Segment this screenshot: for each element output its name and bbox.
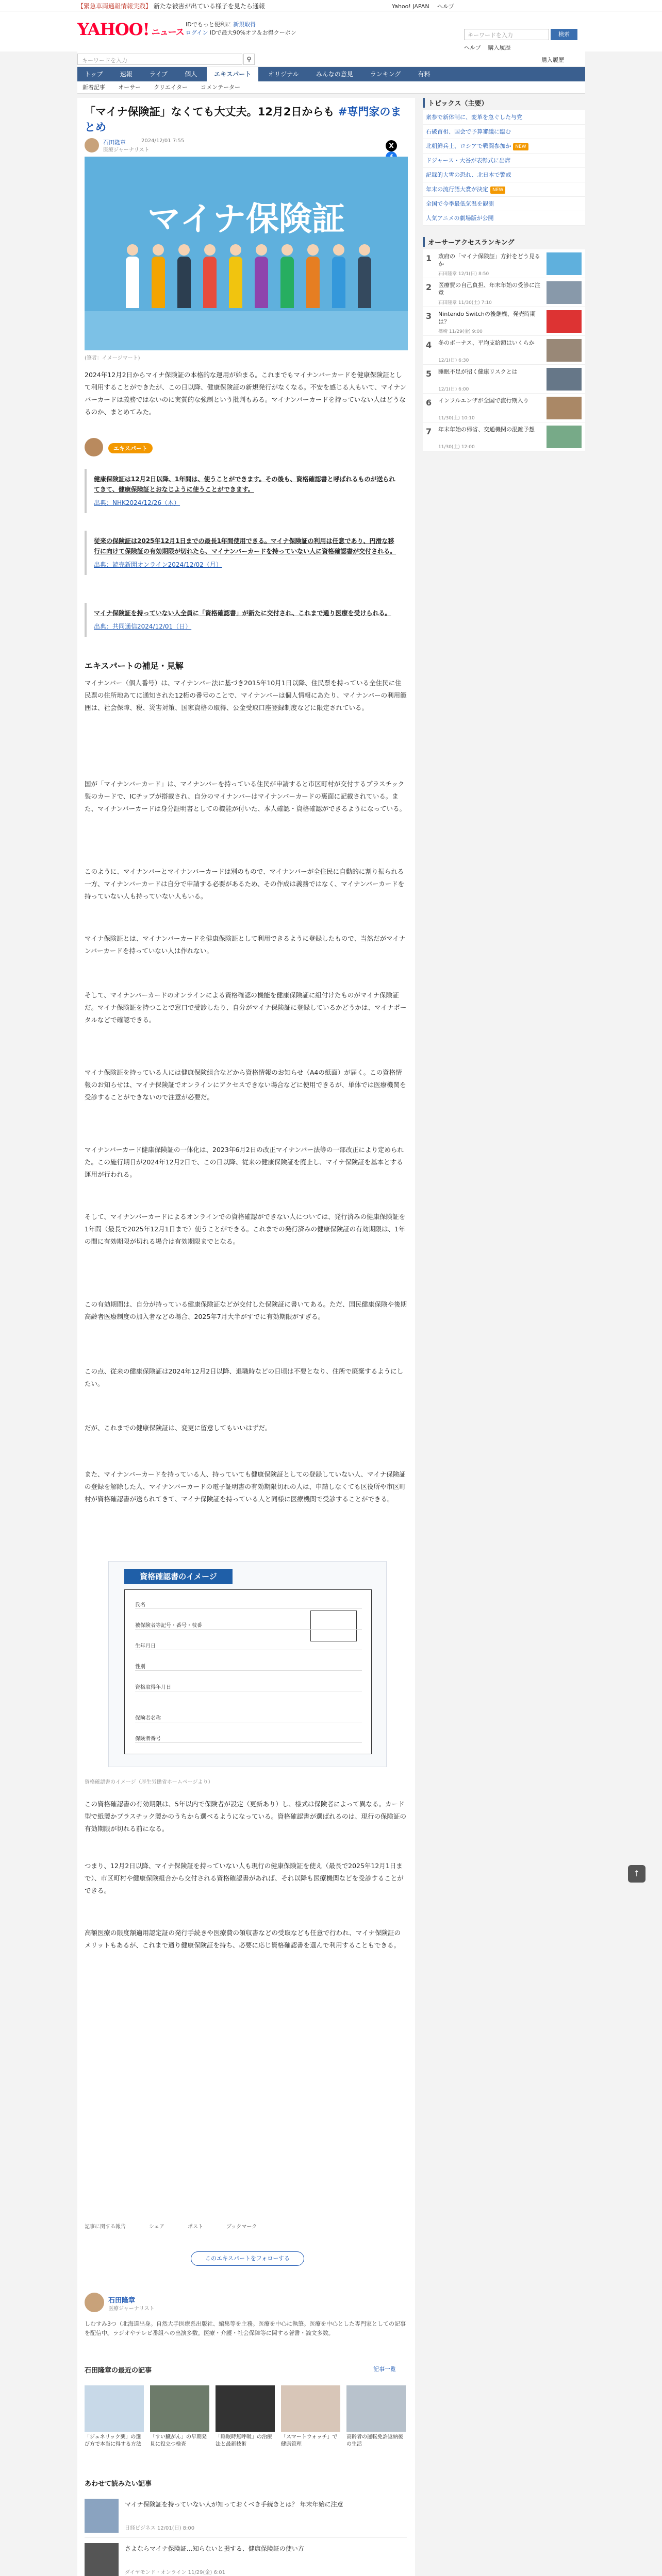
notice-tag: 【緊急車両通報情報実践】 — [77, 3, 152, 10]
recent-article-card[interactable] — [85, 2385, 144, 2448]
intro-paragraph: 2024年12月2日からマイナ保険証の本格的な運用が始まる。これまでもマイナンバーカードを健康保険証として利用することができたが、この日以降、健康保険証の新規発行がなくなる。不安を感じる人もいて、マイナンバーカードは義務ではないのに実質的な強制という批判もある。マイナンバーカードを持っていない人はどうなるのか、まとめてみた。 — [85, 371, 406, 416]
author-role: 医療ジャーナリスト — [103, 147, 150, 153]
related-article[interactable] — [85, 2538, 407, 2576]
article-main — [77, 98, 415, 2576]
author-row — [85, 138, 407, 154]
new-badge: NEW — [513, 143, 528, 150]
body-paragraph: 高額医療の限度額適用認定証の発行手続きや医療費の領収書などの受取なども任意で行われ、マイナ保険証のメリットもあるが、これまで通り健康保険証を持ち、必要に応じ資格確認書を選んで利用することもできる。 — [85, 1929, 401, 1949]
signup-link[interactable]: 新規取得 — [233, 21, 256, 28]
subnav-new[interactable]: 新着記事 — [82, 84, 105, 91]
sub-nav — [77, 81, 585, 94]
subnav-commentators[interactable]: コメンテーター — [201, 84, 241, 91]
body-paragraph: マイナンバー（個人番号）は、マイナンバー法に基づき2015年10月1日以降、住民票を持っている全住民に住民票の住所地あてに通知された12桁の番号のことで、マイナンバーは個人情報にあたり、マイナンバーの利用範囲は、社会保障、税、災害対策、国家資格の取得、公金受取口座登録制度などに限定されている。 — [85, 679, 407, 711]
ranking-item[interactable]: 2 医療費の自己負担、年末年始の受診に注意 石田隆章 11/30(土) 7:10 — [423, 278, 585, 307]
recent-article-image — [216, 2385, 275, 2432]
photo-box — [310, 1611, 357, 1641]
secondary-search-input[interactable]: キーワードを入力 — [77, 54, 242, 65]
related-heading: あわせて読みたい記事 — [85, 2480, 152, 2488]
expert-summary-hashtag[interactable]: #専門家のまとめ — [85, 106, 402, 133]
section-heading: エキスパートの補足・見解 — [85, 661, 184, 671]
recent-article-title: 「ジェネリック薬」の選び方で本当に得する方法 — [85, 2434, 141, 2447]
ranking-heading: オーサーアクセスランキング — [423, 237, 515, 247]
bio-text: しむすみ3つ（北海道出身。自然大手医療系出版社、編集等を主務。医療を中心に執筆。医療を中心とした専門家としての記事を配信中。ラジオやテレビ番組への出演多数。医療・介護・社会保障等に関する著書・論文多数。 — [85, 2320, 406, 2336]
nav-tab-ranking[interactable]: ランキング — [370, 71, 401, 78]
top-link-help[interactable]: ヘルプ — [437, 3, 455, 10]
person-illustration — [152, 244, 165, 308]
topic-item[interactable]: 全国で今季最低気温を観測 — [423, 197, 585, 211]
body-paragraph: そして、マイナンバーカードによるオンラインでの資格確認ができない人については、発行済みの健康保険証を1年間（最長で2025年12月1日まで）使うことができる。これまでの発行済みの健康保険証の有効期限は、1年の間に有効期限が切れる場合は有効期限までとなる。 — [85, 1213, 406, 1245]
header-history-link[interactable]: 購入履歴 — [488, 44, 511, 51]
bio-avatar[interactable] — [85, 2293, 104, 2312]
expert-tag: エキスパート — [108, 443, 153, 453]
ranking-item[interactable]: 5 睡眠不足が招く健康リスクとは 12/1(日) 6:00 — [423, 365, 585, 394]
person-illustration — [332, 244, 345, 308]
card-caption: 資格確認書のイメージ（厚生労働省ホームページより） — [85, 1780, 213, 1785]
nav-tab-opinions[interactable]: みんなの意見 — [316, 71, 353, 78]
quote-block — [85, 531, 407, 575]
related-meta: ダイヤモンド・オンライン 11/29(金) 6:01 — [125, 2570, 225, 2575]
notice-text: 新たな被害が出ている様子を見たら通報 — [153, 3, 265, 10]
article-actions — [85, 2221, 407, 2230]
nav-tab-paid[interactable]: 有料 — [418, 71, 431, 78]
search-icon[interactable]: ⚲ — [243, 54, 255, 65]
ranking-item[interactable]: 1 政府の「マイナ保険証」方針をどう見るか 石田隆章 12/1(日) 8:50 — [423, 249, 585, 278]
person-illustration — [306, 244, 320, 308]
share-button[interactable]: シェア — [149, 2224, 164, 2230]
logo-text: YAHOO! — [77, 20, 150, 39]
card-field: 保険者番号 — [135, 1736, 161, 1742]
topic-item[interactable]: ドジャース・大谷が表彰式に出席 — [423, 154, 585, 168]
topic-item[interactable]: 石破首相、国会で予算審議に臨む — [423, 125, 585, 139]
card-title: 資格確認書のイメージ — [124, 1569, 233, 1584]
person-illustration — [229, 244, 242, 308]
hero-floor — [85, 311, 408, 350]
topic-item[interactable]: 人気アニメの劇場版が公開 — [423, 211, 585, 226]
recent-article-card[interactable] — [150, 2385, 209, 2448]
top-notice-bar — [0, 0, 662, 11]
body-paragraph: このように、マイナンバーとマイナンバーカードは別のもので、マイナンバーが全住民に自動的に割り振られる一方、マイナンバーカードは自分で申請する必要があるため、その作成は義務ではなく、マイナンバーカードを持っていない人も持っていない人もいる。 — [85, 868, 405, 900]
recent-article-title: 高齢者の運転免許返納後の生活 — [346, 2434, 403, 2447]
see-all-link[interactable]: 記事一覧 — [373, 2366, 396, 2372]
recent-article-image — [346, 2385, 406, 2432]
body-paragraph: マイナンバーカード健康保険証の一体化は、2023年6月2日の改正マイナンバー法等の一部改正により定められた。この施行期日が2024年12月2日で、この日以降、従来の健康保険証を廃止し、マイナ保険証を基本とする運用が行われる。 — [85, 1146, 404, 1178]
body-paragraph: だが、これまでの健康保険証は、変更に留意してもいいはずだ。 — [85, 1424, 272, 1432]
related-article[interactable] — [85, 2494, 407, 2538]
card-field: 保険者名称 — [135, 1716, 161, 1721]
recent-article-image — [281, 2385, 340, 2432]
site-header — [0, 11, 662, 52]
author-name[interactable]: 石田隆章 — [103, 139, 126, 146]
card-field: 性別 — [135, 1664, 145, 1670]
hero-caption: (筆者：イメージマート) — [85, 355, 140, 361]
back-to-top-button[interactable]: ↑ — [628, 1865, 646, 1883]
follow-expert-button[interactable]: このエキスパートをフォローする — [191, 2251, 304, 2266]
quote-text: 健康保険証は12月2日以降、1年間は、使うことができます。その後も、資格確認書と呼ばれるものが送られてきて、健康保険証とおなじように使うことができます。 — [94, 476, 395, 493]
person-illustration — [280, 244, 294, 308]
body-paragraph: この有効期間は、自分が持っている健康保険証などが交付した保険証に書いてある。ただ、国民健康保険や後期高齢者医療制度の加入者などの場合、2025年7月大半がすでに有効期限がすぎる。 — [85, 1300, 407, 1320]
bio-role: 医療ジャーナリスト — [108, 2306, 155, 2312]
recent-articles — [85, 2385, 407, 2468]
card-field: 資格取得年月日 — [135, 1685, 171, 1690]
header-right-links — [464, 43, 516, 52]
person-illustration — [177, 244, 191, 308]
quote-block — [85, 603, 407, 637]
subnav-creators[interactable]: クリエイター — [154, 84, 188, 91]
nav-tab-original[interactable]: オリジナル — [268, 71, 299, 78]
subnav-authors[interactable]: オーサー — [118, 84, 141, 91]
main-nav — [77, 67, 585, 81]
person-illustration — [203, 244, 217, 308]
publish-date: 2024/12/01 7:55 — [141, 138, 185, 144]
author-avatar[interactable] — [85, 138, 99, 152]
topic-item[interactable]: 衆参で新体制に、変革を急ぐした与党 — [423, 110, 585, 125]
card-field: 被保険者等記号・番号・枝番 — [135, 1623, 202, 1629]
body-paragraph: この点、従来の健康保険証は2024年12月2日以降、退職時などの日頃は不要となり、住所で廃棄するようにしたい。 — [85, 1367, 404, 1387]
bookmark-button[interactable]: ブックマーク — [226, 2224, 257, 2230]
secondary-search — [77, 52, 585, 66]
recent-article-title: 「睡眠時無呼吸」の治療法と最新技術 — [216, 2434, 272, 2447]
recent-article-image — [150, 2385, 209, 2432]
body-paragraph: この資格確認書の有効期限は、5年以内で保険者が設定（更新あり）し、様式は保険者によって異なる。カード型で紙製かプラスチック製かのうちから選べるようになっている。資格確認書が選ばれるのは、現行の保険証の有効期限が切れる前になる。 — [85, 1800, 407, 1833]
person-illustration — [126, 244, 139, 308]
quote-text: マイナ保険証を持っていない人全員に「資格確認書」が新たに交付され、これまで通り医療を受けられる。 — [94, 609, 391, 617]
ranking-item[interactable]: 4 冬のボーナス、平均支給額はいくらか 12/1(日) 6:30 — [423, 336, 585, 365]
topics-heading: トピックス（主要） — [423, 98, 488, 108]
emergency-notice[interactable] — [77, 2, 265, 10]
topic-item[interactable]: 記録的大雪の恐れ、北日本で警戒 — [423, 168, 585, 182]
report-link[interactable]: 記事に関する報告 — [85, 2224, 126, 2230]
quote-source-link[interactable]: 出典：NHK2024/12/26（木） — [94, 499, 180, 506]
topic-item[interactable]: 年末の流行語大賞が決定 NEW — [423, 182, 585, 197]
expert-avatar[interactable] — [85, 438, 103, 456]
bio-name[interactable]: 石田隆章 — [108, 2297, 136, 2304]
nav-tab-breaking[interactable]: 速報 — [120, 71, 133, 78]
top-links — [392, 2, 460, 10]
body-paragraph-emphasis: つまり、12月2日以降、マイナ保険証を持っていない人も現行の健康保険証を使え（最長で2025年12月1日まで）、市区町村や健康保険組合から交付される資格確認書があれば、それ以降も医療機関などを受診することができる。 — [85, 1862, 404, 1894]
recent-article-card[interactable] — [346, 2385, 406, 2448]
header-search-input[interactable]: キーワードを入力 — [464, 29, 549, 40]
nav-tab-individual[interactable]: 個人 — [185, 71, 197, 78]
recent-articles-title: 石田隆章の最近の記事 — [85, 2367, 152, 2375]
quote-source-link[interactable]: 出典：共同通信2024/12/01（日） — [94, 623, 192, 630]
nav-tab-expert[interactable]: エキスパート — [207, 67, 258, 81]
body-paragraph: マイナ保険証を持っている人には健康保険組合などから資格情報のお知らせ（A4の紙面）が届く。この資格情報のお知らせは、マイナ保険証でオンラインにアクセスできない場合などに使用できるが、単体では医療機関を受診することができないので注意が必要だ。 — [85, 1069, 406, 1101]
post-button[interactable]: ポスト — [188, 2224, 203, 2230]
sidebar — [423, 98, 585, 768]
hero-image — [85, 157, 408, 350]
promo-coupon: IDで最大90%オフ＆お得クーポン — [209, 29, 296, 36]
card-field: 氏名 — [135, 1602, 145, 1608]
quote-source-link[interactable]: 出典：読売新聞オンライン2024/12/02（月） — [94, 561, 222, 568]
nav-tab-live[interactable]: ライブ — [149, 71, 168, 78]
recent-article-title: 「スマートウォッチ」で健康管理 — [281, 2434, 338, 2447]
article-title-text: 「マイナ保険証」なくても大丈夫。12月2日からも — [85, 106, 335, 118]
recent-article-card[interactable] — [216, 2385, 275, 2448]
card-document — [124, 1589, 372, 1754]
related-title: マイナ保険証を持っていない人が知っておくべき手続きとは？ 年末年始に注意 — [125, 2501, 343, 2508]
secondary-history-link[interactable]: 購入履歴 — [541, 57, 564, 63]
body-paragraph: そして、マイナンバーカードのオンラインによる資格確認の機能を健康保険証に紐付けたものがマイナ保険証だ。マイナ保険証を持つことで窓口で受診したり、自分がマイナ保険証に登録しているかどうかは、マイナポータルなどで確認できる。 — [85, 991, 407, 1024]
eligibility-card-image — [108, 1561, 387, 1767]
person-illustration — [358, 244, 371, 308]
related-meta: 日経ビジネス 12/01(日) 8:00 — [125, 2526, 195, 2531]
recent-articles-heading — [85, 2365, 396, 2375]
quote-text: 従来の保険証は2025年12月1日までの最長1年間使用できる。マイナ保険証の利用は任意であり、円滑な移行に向けて保険証の有効期限が切れたら、マイナンバーカードを持っていない人に資格確認書が交付される。 — [94, 537, 396, 555]
recent-article-image — [85, 2385, 144, 2432]
body-paragraph: 国が「マイナンバーカード」は、マイナンバーを持っている住民が申請すると市区町村が交付するプラスチック製のカードで、ICチップが搭載され、自分のマイナンバーはマイナンバーカードの裏面に記載されている。また、マイナンバーカードは身分証明書としての機能が付いた、本人確認・資格確認ができるようになっている。 — [85, 780, 406, 812]
body-paragraph: マイナ保険証とは、マイナンバーカードを健康保険証として利用できるように登録したもので、当然だがマイナンバーカードを持っていない人は作れない。 — [85, 935, 406, 955]
related-title: さよならマイナ保険証…知らないと損する、健康保険証の使い方 — [125, 2545, 304, 2552]
login-promo — [186, 21, 296, 37]
quote-block — [85, 469, 407, 513]
login-link[interactable]: ログイン — [186, 29, 208, 36]
ranking-item[interactable]: 7 年末年始の帰省、交通機関の混雑予想 11/30(土) 12:00 — [423, 422, 585, 451]
ranking-item[interactable]: 6 インフルエンザが全国で流行期入り 11/30(土) 10:10 — [423, 394, 585, 422]
topic-item[interactable]: 北朝鮮兵士、ロシアで戦闘参加か NEW — [423, 139, 585, 154]
body-paragraph: また、マイナンバーカードを持っている人、持っていても健康保険証としての登録していない人、マイナ保険証の登録を解除した人、マイナンバーカードの電子証明書の有効期限切れの人は、申請しなくても区役所や市区町村が資格確認書が送られてきて、マイナ保険証を持っている人と同様に医療機関で受診することができる。 — [85, 1470, 406, 1503]
recent-article-card[interactable] — [281, 2385, 340, 2448]
expert-badge — [85, 438, 188, 459]
recent-article-title: 「すい臓がん」の早期発見に役立つ検査 — [150, 2434, 207, 2447]
header-search-button[interactable]: 検索 — [551, 29, 577, 40]
article-title — [85, 104, 407, 135]
nav-tab-top[interactable]: トップ — [85, 71, 103, 78]
person-illustration — [255, 244, 268, 308]
logo-sub: ニュース — [151, 27, 184, 38]
promo-text: IDでもっと便利に — [186, 21, 231, 28]
top-link-yahoo[interactable]: Yahoo! JAPAN — [392, 3, 429, 10]
hero-title: マイナ保険証 — [147, 200, 345, 239]
ranking-item[interactable]: 3 Nintendo Switchの後継機、発売時期は？ 篠崎 11/29(金) 9:00 — [423, 307, 585, 336]
header-help-link[interactable]: ヘルプ — [464, 44, 481, 51]
yahoo-news-logo[interactable] — [77, 20, 184, 39]
new-badge: NEW — [490, 187, 505, 194]
card-field: 生年月日 — [135, 1643, 156, 1649]
x-share-icon[interactable]: X — [386, 140, 397, 151]
